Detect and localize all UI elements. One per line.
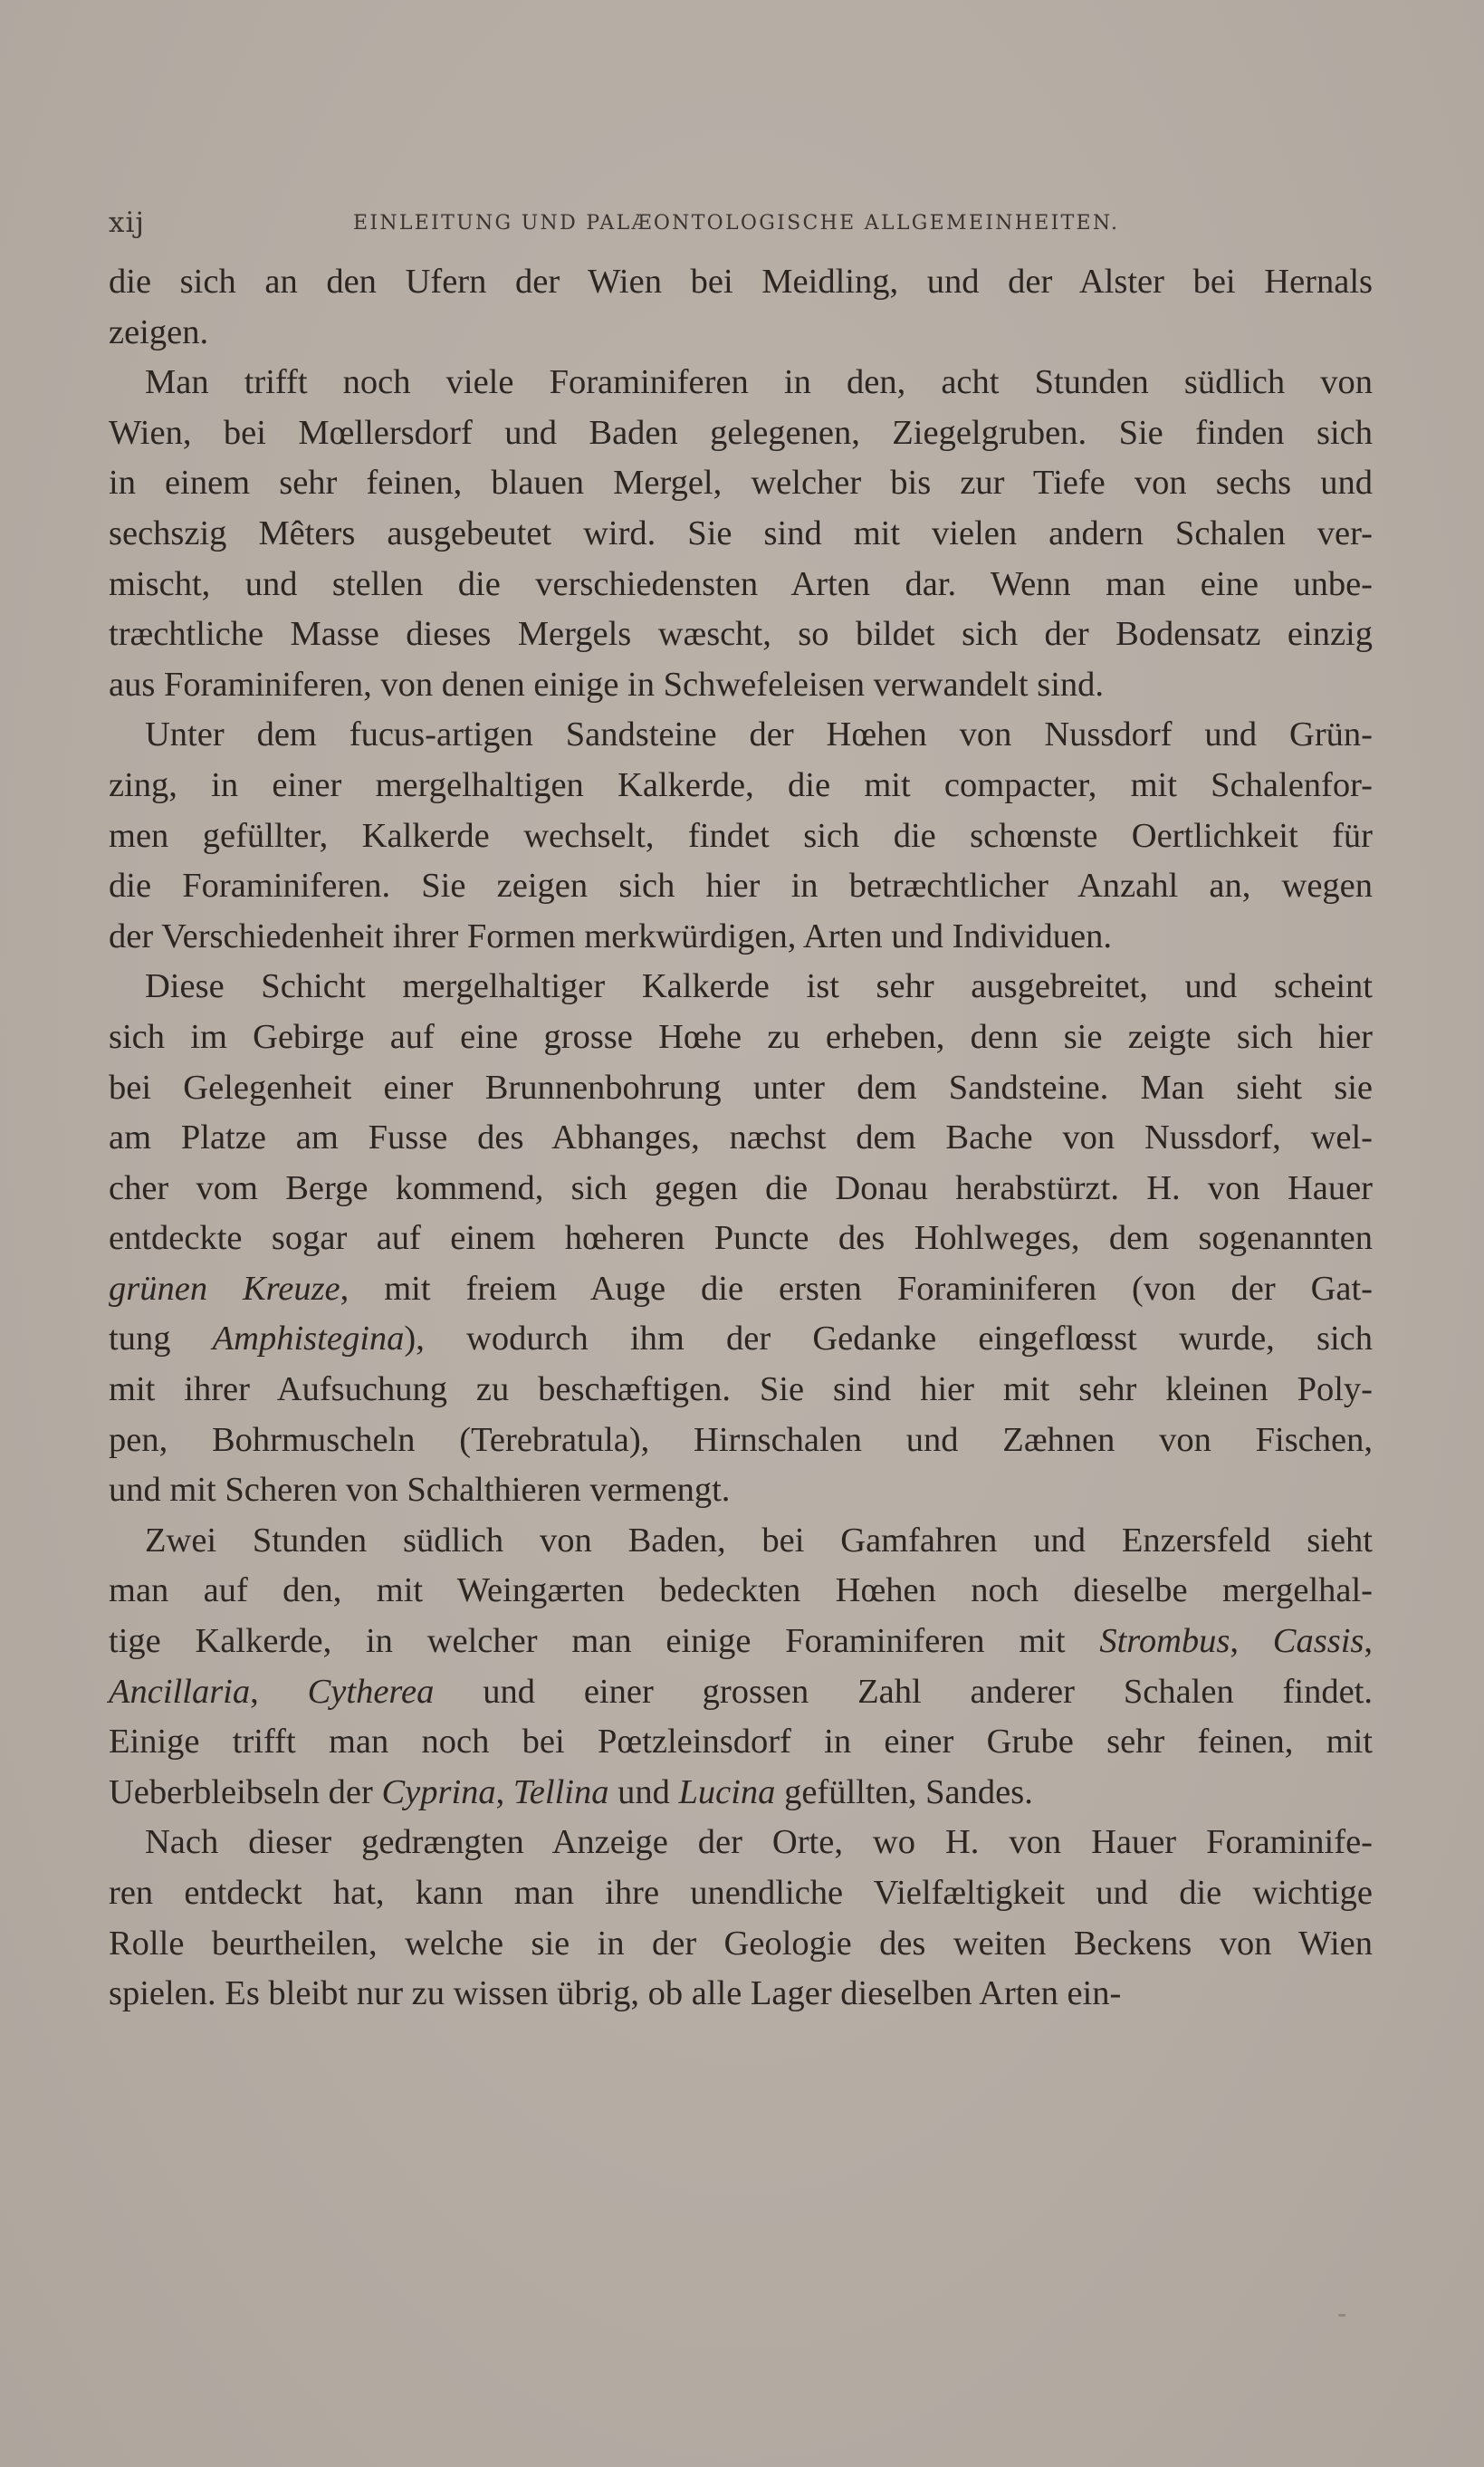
italic-term: Cassis	[1272, 1622, 1364, 1661]
text-line: man auf den, mit Weingærten bedeckten Hœhen noch dieselbe mergelhal-	[109, 1571, 1373, 1610]
paragraph	[109, 710, 1373, 962]
page-header	[109, 206, 1376, 243]
text-line: zeigen.	[109, 312, 209, 351]
text-line: sich im Gebirge auf eine grosse Hœhe zu erheben, denn sie zeigte sich hier	[109, 1017, 1373, 1056]
text-line: die sich an den Ufern der Wien bei Meidling, und der Alster bei Hernals	[109, 263, 1373, 301]
text-line: Wien, bei Mœllersdorf und Baden gelegenen, Ziegelgruben. Sie finden sich	[109, 413, 1373, 452]
italic-term: Cyprina	[381, 1772, 496, 1811]
text-line	[109, 1617, 1373, 1667]
text-line: pen, Bohrmuscheln (Terebratula), Hirnschalen und Zæhnen von Fischen,	[109, 1420, 1373, 1459]
text-line: am Platze am Fusse des Abhanges, næchst dem Bache von Nussdorf, wel-	[109, 1118, 1373, 1157]
text-line: der Verschiedenheit ihrer Formen merkwürdigen, Arten und Individuen.	[109, 917, 1113, 955]
paper-speck	[1338, 2314, 1345, 2317]
text-run: ,	[1230, 1622, 1273, 1661]
paragraph	[109, 257, 1373, 358]
text-line: bei Gelegenheit einer Brunnenbohrung unter dem Sandsteine. Man sieht sie	[109, 1068, 1373, 1107]
text-run: ,	[495, 1772, 513, 1811]
italic-term: Amphistegina	[212, 1320, 405, 1358]
paragraph	[109, 1818, 1373, 2019]
text-line: men gefüllter, Kalkerde wechselt, findet sich die schœnste Oertlichkeit für	[109, 816, 1373, 855]
text-line: die Foraminiferen. Sie zeigen sich hier in betræchtlicher Anzahl an, wegen	[109, 867, 1373, 906]
italic-term: Cytherea	[307, 1672, 435, 1711]
text-line	[109, 1264, 1373, 1315]
text-run: ,	[1364, 1622, 1373, 1661]
text-line: entdeckte sogar auf einem hœheren Puncte des Hohlweges, dem sogenannten	[109, 1219, 1373, 1258]
text-run: und	[608, 1772, 679, 1811]
text-run: tige Kalkerde, in welcher man einige Foraminiferen mit	[109, 1622, 1100, 1661]
text-line: mit ihrer Aufsuchung zu beschæftigen. Sie sind hier mit sehr kleinen Poly-	[109, 1370, 1373, 1409]
text-line: Nach dieser gedrængten Anzeige der Orte, wo H. von Hauer Foraminife-	[145, 1823, 1373, 1862]
italic-term: Ancillaria	[109, 1672, 251, 1711]
text-line: zing, in einer mergelhaltigen Kalkerde, die mit compacter, mit Schalenfor-	[109, 765, 1373, 804]
text-line: in einem sehr feinen, blauen Mergel, welcher bis zur Tiefe von sechs und	[109, 464, 1373, 503]
text-line: und mit Scheren von Schalthieren vermengt.	[109, 1471, 731, 1510]
text-line: Unter dem fucus-artigen Sandsteine der Hœhen von Nussdorf und Grün-	[145, 715, 1373, 754]
text-run: ,	[250, 1672, 308, 1711]
body-text	[109, 257, 1373, 2020]
text-run: tung	[109, 1320, 213, 1358]
text-run: ), wodurch ihm der Gedanke eingeflœsst wurde, sich	[404, 1320, 1373, 1358]
text-line: spielen. Es bleibt nur zu wissen übrig, ob alle Lager dieselben Arten ein-	[109, 1974, 1122, 2013]
text-line: Rolle beurtheilen, welche sie in der Geologie des weiten Beckens von Wien	[109, 1924, 1373, 1963]
italic-term: Lucina	[678, 1772, 776, 1811]
text-run: , mit freiem Auge die ersten Foraminiferen (von der Gat-	[340, 1269, 1373, 1308]
text-run: gefüllten, Sandes.	[775, 1772, 1033, 1811]
page-number: xij	[109, 206, 146, 239]
text-line: træchtliche Masse dieses Mergels wæscht, so bildet sich der Bodensatz einzig	[109, 615, 1373, 654]
text-run: und einer grossen Zahl anderer Schalen findet.	[434, 1672, 1374, 1711]
italic-term: Strombus	[1099, 1622, 1230, 1661]
text-run: Ueberbleibseln der	[109, 1772, 382, 1811]
running-title: EINLEITUNG UND PALÆONTOLOGISCHE ALLGEMEINHEITEN.	[353, 212, 1120, 235]
italic-term: grünen Kreuze	[109, 1269, 340, 1308]
text-line: Einige trifft man noch bei Pœtzleinsdorf in einer Grube sehr feinen, mit	[109, 1723, 1373, 1761]
paragraph	[109, 1516, 1373, 1819]
text-line: Zwei Stunden südlich von Baden, bei Gamfahren und Enzersfeld sieht	[145, 1521, 1373, 1560]
paragraph	[109, 358, 1373, 710]
paragraph	[109, 962, 1373, 1516]
text-line: sechszig Mêters ausgebeutet wird. Sie sind mit vielen andern Schalen ver-	[109, 514, 1373, 552]
text-line	[109, 1768, 1373, 1819]
text-line: cher vom Berge kommend, sich gegen die Donau herabstürzt. H. von Hauer	[109, 1168, 1373, 1207]
italic-term: Tellina	[512, 1772, 609, 1811]
text-line: aus Foraminiferen, von denen einige in Schwefeleisen verwandelt sind.	[109, 665, 1105, 704]
text-line: ren entdeckt hat, kann man ihre unendliche Vielfæltigkeit und die wichtige	[109, 1874, 1373, 1912]
text-line	[109, 1667, 1373, 1718]
text-line: Diese Schicht mergelhaltiger Kalkerde ist sehr ausgebreitet, und scheint	[145, 967, 1373, 1006]
text-line: mischt, und stellen die verschiedensten Arten dar. Wenn man eine unbe-	[109, 564, 1373, 603]
text-line	[109, 1314, 1373, 1365]
text-line: Man trifft noch viele Foraminiferen in den, acht Stunden südlich von	[145, 363, 1373, 402]
